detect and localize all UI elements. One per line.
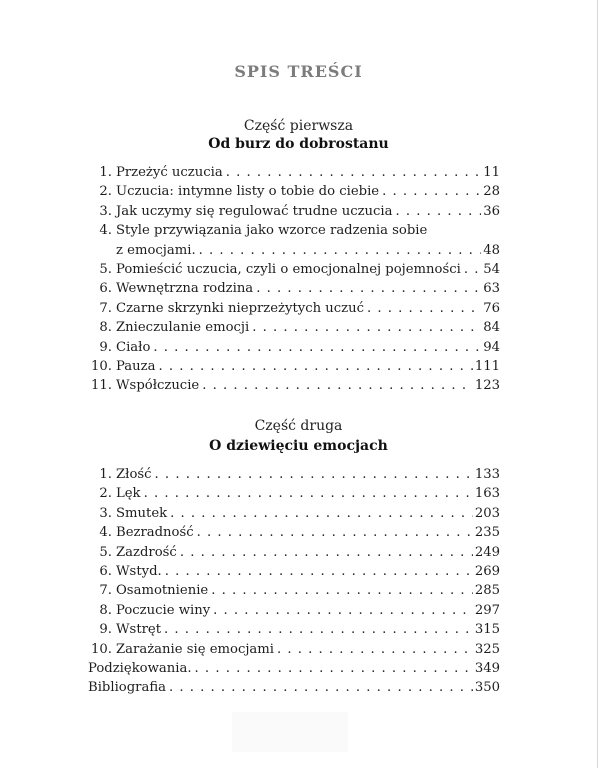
entry-title: Lęk (116, 486, 141, 502)
entry-page: 349 (474, 660, 500, 676)
dot-leader (210, 601, 473, 620)
toc-entry (88, 376, 500, 395)
dot-leader (155, 357, 472, 376)
toc-entry (88, 678, 500, 697)
entry-title: Czarne skrzynki nieprzeżytych uczuć (116, 300, 364, 316)
toc-entry-row (88, 504, 500, 523)
dot-leader (167, 504, 473, 523)
dot-leader (161, 620, 473, 639)
entry-title: Bezradność (116, 525, 194, 541)
dot-leader (150, 338, 481, 357)
entry-title: Pauza (116, 358, 156, 374)
entry-title: Wstręt (116, 622, 162, 638)
entry-number: 4. (99, 223, 112, 239)
toc-entry (88, 620, 500, 639)
entry-page: 94 (483, 339, 500, 355)
page-title: SPIS TREŚCI (234, 62, 363, 81)
toc-entry (88, 465, 500, 484)
entry-number: 6. (99, 563, 112, 579)
entry-number: 2. (99, 184, 112, 200)
page-footer-shade (232, 712, 348, 752)
entry-title: Osamotnienie (116, 583, 209, 599)
toc-entry (88, 659, 500, 678)
entry-title: Wstyd. (116, 563, 162, 579)
toc-entry-row (88, 357, 500, 376)
entry-title: Smutek (116, 505, 168, 521)
toc-entry (88, 338, 500, 357)
entry-title: Zazdrość (116, 544, 177, 560)
entry-title: Znieczulanie emocji (116, 320, 250, 336)
toc-entry-row (88, 260, 500, 279)
entry-number: 9. (99, 339, 112, 355)
entry-page: 325 (474, 641, 500, 657)
toc-entry-row (88, 338, 500, 357)
entry-title: Bibliografia (88, 680, 166, 696)
entry-number: 3. (99, 505, 112, 521)
toc-entry-row (88, 484, 500, 503)
entry-number: 5. (99, 544, 112, 560)
toc-entry (88, 260, 500, 279)
entry-page: 54 (483, 261, 500, 277)
dot-leader (194, 523, 473, 542)
toc-entry-row (88, 376, 500, 395)
entry-page: 235 (474, 525, 500, 541)
part2-label: Część druga (254, 418, 343, 434)
dot-leader (177, 543, 473, 562)
entry-page: 133 (474, 467, 500, 482)
toc-entry (88, 562, 500, 581)
toc-entry (88, 279, 500, 298)
toc-entry-row (88, 620, 500, 639)
entry-number: 5. (99, 261, 112, 277)
entry-number: 7. (99, 300, 112, 316)
entry-title: Złość (116, 467, 152, 482)
dot-leader (192, 659, 473, 678)
entry-page: 163 (474, 486, 500, 502)
entry-number: 1. (99, 165, 112, 180)
dot-leader (162, 562, 473, 581)
entry-title: Pomieścić uczucia, czyli o emocjonalnej pojemności (116, 261, 461, 277)
part1-toc-list (88, 163, 500, 396)
entry-title-continued: z emocjami. (116, 242, 196, 258)
entry-title: Style przywiązania jako wzorce radzenia sobie (116, 223, 428, 239)
entry-page: 76 (483, 300, 500, 316)
toc-entry-row (88, 465, 500, 484)
toc-entry (88, 523, 500, 542)
entry-page: 11 (483, 165, 500, 180)
entry-title: Zarażanie się emocjami (116, 641, 274, 657)
entry-number: 11. (91, 378, 112, 394)
part2-toc-list (88, 465, 500, 698)
toc-entry-row (88, 581, 500, 600)
entry-title: Poczucie winy (116, 602, 211, 618)
entry-page: 297 (474, 602, 500, 618)
dot-leader (223, 163, 482, 182)
toc-entry (88, 202, 500, 221)
dot-leader (141, 484, 473, 503)
toc-entry (88, 581, 500, 600)
toc-entry-row (88, 523, 500, 542)
entry-number: 10. (91, 641, 112, 657)
toc-entry (88, 640, 500, 659)
dot-leader (461, 260, 481, 279)
entry-title: Przeżyć uczucia (116, 165, 223, 180)
toc-entry-row (88, 221, 500, 240)
entry-page: 63 (483, 281, 500, 297)
toc-entry (88, 357, 500, 376)
entry-number: 6. (99, 281, 112, 297)
entry-title: Jak uczymy się regulować trudne uczucia (116, 203, 393, 219)
toc-entry (88, 543, 500, 562)
toc-entry-row (88, 318, 500, 337)
toc-entry-row (88, 299, 500, 318)
toc-entry (88, 221, 500, 240)
toc-entry-row (88, 562, 500, 581)
dot-leader (274, 640, 473, 659)
part1-title: Od burz do dobrostanu (208, 136, 389, 152)
entry-page: 269 (474, 563, 500, 579)
toc-entry-row (88, 601, 500, 620)
entry-number: 1. (99, 467, 112, 482)
entry-title: Wewnętrzna rodzina (116, 281, 254, 297)
toc-entry-continued (88, 241, 500, 260)
entry-title: Współczucie (116, 378, 200, 394)
entry-page: 285 (474, 583, 500, 599)
toc-entry-row (88, 678, 500, 697)
entry-number: 10. (91, 358, 112, 374)
dot-leader (196, 241, 482, 260)
dot-leader (364, 299, 481, 318)
entry-number: 7. (99, 583, 112, 599)
toc-entry (88, 484, 500, 503)
toc-entry-row (88, 163, 500, 182)
entry-number: 4. (99, 525, 112, 541)
entry-number: 2. (99, 486, 112, 502)
entry-number: 8. (99, 602, 112, 618)
entry-title: Ciało (116, 339, 151, 355)
toc-entry-row (88, 279, 500, 298)
dot-leader (253, 279, 481, 298)
toc-entry-row (88, 202, 500, 221)
entry-page: 249 (474, 544, 500, 560)
dot-leader (208, 581, 473, 600)
entry-page: 315 (474, 622, 500, 638)
toc-entry-row (88, 543, 500, 562)
toc-entry (88, 299, 500, 318)
toc-entry (88, 182, 500, 201)
entry-number: 9. (99, 622, 112, 638)
entry-page: 84 (483, 320, 500, 336)
dot-leader (249, 318, 481, 337)
part2-title: O dziewięciu emocjach (209, 438, 388, 454)
part1-label: Część pierwsza (243, 118, 354, 134)
toc-entry (88, 504, 500, 523)
entry-number: 8. (99, 320, 112, 336)
entry-page: 48 (483, 242, 500, 258)
entry-page: 350 (474, 680, 500, 696)
dot-leader (392, 202, 481, 221)
entry-page: 123 (474, 378, 500, 394)
toc-entry (88, 318, 500, 337)
dot-leader (379, 182, 481, 201)
toc-entry-row (88, 182, 500, 201)
toc-entry-row (88, 659, 500, 678)
toc-entry-row (88, 640, 500, 659)
entry-page: 36 (483, 203, 500, 219)
toc-entry (88, 601, 500, 620)
entry-page: 111 (474, 358, 500, 374)
entry-title: Podziękowania. (88, 660, 192, 676)
entry-page: 28 (483, 184, 500, 200)
entry-page: 203 (474, 505, 500, 521)
dot-leader (166, 678, 473, 697)
toc-entry-row (116, 241, 500, 260)
entry-number: 3. (99, 203, 112, 219)
toc-entry (88, 163, 500, 182)
dot-leader (199, 376, 473, 395)
entry-title: Uczucia: intymne listy o tobie do ciebie (116, 184, 380, 200)
dot-leader (152, 465, 473, 484)
